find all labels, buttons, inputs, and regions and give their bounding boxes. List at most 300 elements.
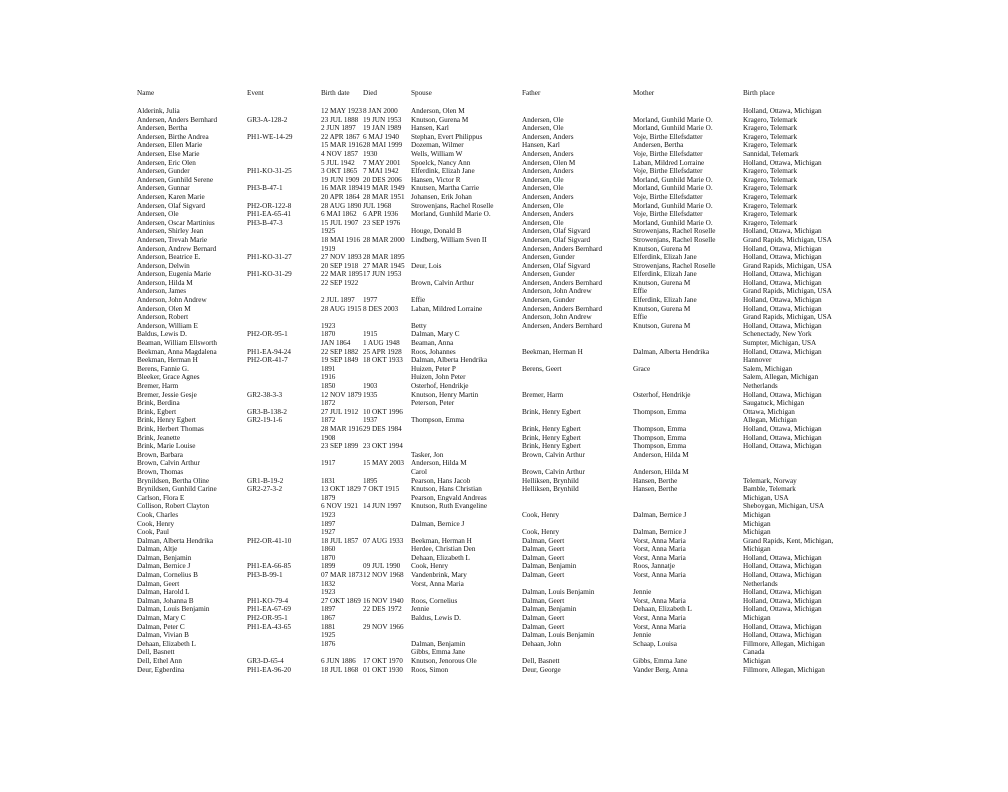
- cell-spouse: Betty: [411, 321, 427, 330]
- cell-died: 25 APR 1928: [363, 347, 402, 356]
- cell-died: 15 MAY 2003: [363, 459, 405, 468]
- cell-mother: Strowenjans, Rachel Roselle: [633, 227, 716, 236]
- cell-event: [247, 227, 321, 236]
- cell-spouse: Cook, Henry: [411, 562, 449, 571]
- table-row: [137, 219, 877, 228]
- cell-name: Brown, Barbara: [137, 450, 183, 459]
- cell-spouse: Wells, William W: [411, 149, 463, 158]
- table-row: [137, 614, 877, 623]
- column-header-event: Event: [247, 89, 264, 97]
- cell-died: [363, 279, 411, 288]
- cell-birth-place: Holland, Ottawa, Michigan: [743, 588, 822, 597]
- cell-name: Dalman, Cornelius B: [137, 571, 198, 580]
- table-row: [137, 623, 877, 632]
- cell-birth-place: Kragero, Telemark: [743, 184, 798, 193]
- cell-mother: Jennie: [633, 588, 652, 597]
- cell-name: Dalman, Harold L: [137, 588, 190, 597]
- cell-birth-place: Michigan, USA: [743, 493, 789, 502]
- cell-birth-place: Kragero, Telemark: [743, 201, 798, 210]
- cell-spouse: [411, 313, 522, 322]
- cell-event: [247, 520, 321, 529]
- cell-event: PH2-OR-95-1: [247, 330, 288, 339]
- cell-event: [247, 262, 321, 271]
- cell-event: PH1-EA-65-41: [247, 210, 291, 219]
- cell-birth-place: Holland, Ottawa, Michigan: [743, 296, 822, 305]
- cell-birth-place: Sheboygan, Michigan, USA: [743, 502, 825, 511]
- cell-event: PH1-KO-31-29: [247, 270, 292, 279]
- table-row: [137, 468, 877, 477]
- cell-father: Andersen, Ole: [522, 175, 564, 184]
- table-row: [137, 571, 877, 580]
- cell-spouse: [411, 528, 522, 537]
- cell-spouse: Knutson, Henry Martin: [411, 390, 479, 399]
- table-row: [137, 262, 877, 271]
- cell-event: [247, 545, 321, 554]
- cell-mother: Voje, Birthe Ellefsdatter: [633, 132, 703, 141]
- cell-name: Cook, Henry: [137, 519, 175, 528]
- table-row: [137, 631, 877, 640]
- cell-event: [247, 459, 321, 468]
- cell-mother: [633, 580, 743, 589]
- cell-spouse: [411, 253, 522, 262]
- table-row: [137, 348, 877, 357]
- cell-name: Brink, Berdina: [137, 399, 180, 408]
- cell-mother: Andersen, Bertha: [633, 141, 684, 150]
- cell-name: Dalman, Mary C: [137, 614, 186, 623]
- cell-died: [363, 468, 411, 477]
- cell-birth-place: Holland, Ottawa, Michigan: [743, 227, 822, 236]
- cell-mother: Gibbs, Emma Jane: [633, 657, 688, 665]
- cell-spouse: Dalman, Bernice J: [411, 519, 465, 528]
- cell-mother: [633, 356, 743, 365]
- cell-birth-place: Grand Rapids, Michigan, USA: [743, 235, 832, 244]
- cell-mother: [633, 107, 743, 116]
- cell-birth-place: Holland, Ottawa, Michigan: [743, 107, 822, 115]
- cell-spouse: Huizen, John Peter: [411, 373, 466, 382]
- cell-name: Berens, Fannie G.: [137, 364, 189, 373]
- cell-mother: [633, 459, 743, 468]
- cell-father: Andersen, Anders: [522, 192, 574, 201]
- cell-birth-place: [743, 459, 877, 468]
- cell-died: 1903: [363, 382, 378, 390]
- cell-died: [363, 631, 411, 640]
- cell-father: Dalman, Geert: [522, 596, 565, 605]
- cell-mother: Thompson, Emma: [633, 424, 687, 433]
- cell-birth-place: [743, 468, 877, 477]
- column-header-birth-place: Birth place: [743, 89, 775, 97]
- cell-mother: [633, 416, 743, 425]
- cell-spouse: [411, 442, 522, 451]
- cell-spouse: Jennie: [411, 605, 430, 614]
- cell-died: 07 AUG 1933: [363, 536, 404, 545]
- cell-father: Dalman, Benjamin: [522, 605, 577, 614]
- cell-event: [247, 640, 321, 649]
- cell-birth-date: 1870: [321, 330, 336, 339]
- cell-spouse: Pearson, Hans Jacob: [411, 476, 471, 485]
- cell-name: Anderson, Beatrice E.: [137, 253, 201, 262]
- cell-died: [363, 227, 411, 236]
- cell-birth-place: Michigan: [743, 614, 771, 623]
- cell-event: [247, 296, 321, 305]
- cell-mother: Hansen, Berthe: [633, 476, 678, 485]
- cell-spouse: Thompson, Emma: [411, 416, 465, 425]
- table-row: [137, 313, 877, 322]
- cell-mother: Hansen, Berthe: [633, 485, 678, 494]
- cell-birth-date: 18 MAI 1916: [321, 235, 361, 244]
- cell-spouse: Roos, Cornelius: [411, 596, 458, 605]
- cell-father: [522, 459, 633, 468]
- table-row: [137, 562, 877, 571]
- table-row: [137, 150, 877, 159]
- cell-spouse: Anderson, Olen M: [411, 107, 465, 115]
- cell-father: Dalman, Geert: [522, 553, 565, 562]
- table-row: [137, 399, 877, 408]
- cell-father: Andersen, Anders: [522, 210, 574, 219]
- cell-spouse: Herdee, Christian Den: [411, 545, 476, 554]
- cell-name: Anderson, Hilda M: [137, 278, 193, 287]
- cell-mother: Vorst, Anna Maria: [633, 596, 686, 605]
- cell-mother: Anderson, Hilda M: [633, 467, 689, 476]
- cell-father: Deur, George: [522, 665, 561, 674]
- table-row: [137, 167, 877, 176]
- cell-name: Andersen, Karen Marie: [137, 192, 205, 201]
- cell-event: GR1-B-19-2: [247, 476, 284, 485]
- table-row: [137, 124, 877, 133]
- cell-name: Anderson, Andrew Bernard: [137, 244, 217, 253]
- table-row: [137, 459, 877, 468]
- cell-mother: Strowenjans, Rachel Roselle: [633, 235, 716, 244]
- table-row: [137, 356, 877, 365]
- cell-birth-date: 1916: [321, 373, 336, 382]
- cell-name: Andersen, Bertha: [137, 124, 188, 133]
- cell-father: Andersen, Olaf Sigvard: [522, 227, 591, 236]
- cell-mother: Laban, Mildred Lorraine: [633, 158, 705, 167]
- cell-name: Brink, Jeanette: [137, 433, 181, 442]
- cell-birth-date: 22 APR 1867: [321, 132, 360, 141]
- cell-father: Brink, Henry Egbert: [522, 433, 581, 442]
- cell-event: GR3-A-128-2: [247, 115, 288, 124]
- cell-spouse: Roos, Johannes: [411, 347, 456, 356]
- cell-birth-place: Grand Rapids, Michigan, USA: [743, 261, 832, 270]
- cell-mother: Vander Berg, Anna: [633, 665, 688, 674]
- table-row: [137, 365, 877, 374]
- cell-mother: Osterhof, Hendrikje: [633, 390, 691, 399]
- table-row: [137, 107, 877, 116]
- cell-name: Bremer, Harm: [137, 382, 179, 390]
- cell-father: Hansen, Karl: [522, 141, 560, 150]
- cell-spouse: Carol: [411, 467, 427, 476]
- cell-mother: Knutson, Gurena M: [633, 244, 691, 253]
- cell-father: Andersen, Anders: [522, 167, 574, 176]
- column-header-died: Died: [363, 89, 377, 97]
- cell-spouse: [411, 588, 522, 597]
- genealogy-table: [137, 89, 877, 674]
- cell-birth-place: Kragero, Telemark: [743, 115, 798, 124]
- cell-birth-place: Kragero, Telemark: [743, 132, 798, 141]
- cell-event: [247, 150, 321, 159]
- cell-father: Andersen, Anders Bernhard: [522, 304, 603, 313]
- cell-birth-date: 1870: [321, 553, 336, 562]
- cell-mother: [633, 382, 743, 391]
- cell-name: Dalman, Johanna B: [137, 596, 194, 605]
- cell-event: [247, 124, 321, 133]
- table-row: [137, 330, 877, 339]
- cell-died: [363, 528, 411, 537]
- cell-mother: [633, 502, 743, 511]
- table-row: [137, 537, 877, 546]
- cell-birth-place: Holland, Ottawa, Michigan: [743, 278, 822, 287]
- cell-died: 19 JAN 1989: [363, 124, 402, 133]
- table-row: [137, 245, 877, 254]
- cell-birth-date: [321, 468, 363, 477]
- cell-spouse: Knutsen, Martha Carrie: [411, 184, 480, 193]
- cell-died: [363, 287, 411, 296]
- cell-died: 14 JUN 1997: [363, 502, 402, 511]
- cell-birth-place: Bamble, Telemark: [743, 485, 796, 494]
- cell-died: 17 OKT 1970: [363, 657, 403, 665]
- cell-died: 19 MAR 1949: [363, 184, 405, 193]
- cell-spouse: Gibbs, Emma Jane: [411, 648, 466, 657]
- cell-died: [363, 245, 411, 254]
- cell-birth-place: Kragero, Telemark: [743, 167, 798, 176]
- cell-father: [522, 502, 633, 511]
- table-row: [137, 434, 877, 443]
- cell-died: [363, 322, 411, 331]
- cell-spouse: Roos, Simon: [411, 665, 449, 674]
- cell-event: [247, 287, 321, 296]
- cell-died: [363, 313, 411, 322]
- cell-name: Collison, Robert Clayton: [137, 502, 210, 511]
- cell-birth-date: [321, 287, 363, 296]
- cell-spouse: Knutson, Gurena M: [411, 115, 469, 124]
- cell-spouse: Lindberg, William Sven II: [411, 235, 487, 244]
- cell-birth-date: 5 JUL 1942: [321, 158, 355, 167]
- cell-event: PH3-B-99-1: [247, 571, 283, 580]
- cell-birth-place: Holland, Ottawa, Michigan: [743, 442, 822, 451]
- cell-birth-date: 12 MAY 1923: [321, 107, 363, 115]
- cell-birth-place: Saugatuck, Michigan: [743, 399, 805, 408]
- cell-father: [522, 399, 633, 408]
- table-row: [137, 597, 877, 606]
- cell-died: 28 MAR 1895: [363, 253, 405, 262]
- cell-birth-date: 1891: [321, 364, 336, 373]
- cell-mother: Thompson, Emma: [633, 433, 687, 442]
- cell-mother: [633, 399, 743, 408]
- table-row: [137, 520, 877, 529]
- cell-event: PH1-EA-67-69: [247, 605, 291, 614]
- cell-died: 10 OKT 1996: [363, 407, 403, 416]
- cell-name: Andersen, Gunhild Serene: [137, 175, 214, 184]
- cell-birth-date: 16 MAR 1894: [321, 184, 363, 193]
- cell-name: Brink, Henry Egbert: [137, 416, 196, 425]
- cell-event: [247, 502, 321, 511]
- cell-father: [522, 382, 633, 391]
- cell-died: 27 MAR 1945: [363, 261, 405, 270]
- cell-birth-date: 1860: [321, 545, 336, 554]
- cell-died: 1930: [363, 149, 378, 158]
- cell-mother: Jennie: [633, 631, 652, 640]
- cell-died: 1 AUG 1948: [363, 339, 400, 348]
- cell-birth-place: Hannover: [743, 356, 772, 365]
- cell-birth-place: Holland, Ottawa, Michigan: [743, 553, 822, 562]
- cell-birth-place: Telemark, Norway: [743, 476, 797, 485]
- cell-birth-date: 1923: [321, 510, 336, 519]
- table-row: [137, 373, 877, 382]
- cell-birth-place: Holland, Ottawa, Michigan: [743, 596, 822, 605]
- cell-spouse: Elferdink, Elizah Jane: [411, 167, 475, 176]
- cell-father: Andersen, Ole: [522, 115, 564, 124]
- cell-mother: Elferdink, Elizah Jane: [633, 296, 697, 305]
- cell-name: Cook, Charles: [137, 510, 179, 519]
- cell-birth-date: 4 NOV 1857: [321, 149, 359, 158]
- table-row: [137, 640, 877, 649]
- cell-name: Brynildsen, Gunhild Carine: [137, 485, 217, 494]
- cell-mother: Knutson, Gurena M: [633, 278, 691, 287]
- table-row: [137, 391, 877, 400]
- table-row: [137, 305, 877, 314]
- cell-mother: [633, 520, 743, 529]
- cell-died: 29 DES 1984: [363, 424, 402, 433]
- cell-birth-date: 27 OKT 1869: [321, 596, 361, 605]
- cell-birth-place: Netherlands: [743, 579, 778, 588]
- table-row: [137, 451, 877, 460]
- cell-father: Dalman, Geert: [522, 536, 565, 545]
- cell-event: PH3-B-47-3: [247, 218, 283, 227]
- cell-birth-place: Kragero, Telemark: [743, 192, 798, 201]
- cell-father: Dalman, Louis Benjamin: [522, 631, 595, 640]
- table-row: [137, 502, 877, 511]
- cell-event: PH1-EA-43-65: [247, 622, 291, 631]
- cell-birth-place: Holland, Ottawa, Michigan: [743, 622, 822, 631]
- cell-spouse: Pearson, Engvald Andreas: [411, 493, 487, 502]
- cell-died: 18 OKT 1933: [363, 356, 403, 365]
- cell-birth-date: 1897: [321, 605, 336, 614]
- cell-spouse: Spoelck, Nancy Ann: [411, 158, 471, 167]
- table-row: [137, 253, 877, 262]
- cell-spouse: Vandenbrink, Mary: [411, 571, 467, 580]
- cell-event: GR2-27-3-2: [247, 485, 283, 494]
- cell-died: [363, 434, 411, 443]
- cell-died: 28 MAI 1999: [363, 141, 403, 150]
- cell-spouse: [411, 631, 522, 640]
- cell-name: Dalman, Alberta Hendrika: [137, 536, 214, 545]
- cell-spouse: [411, 434, 522, 443]
- cell-father: Cook, Henry: [522, 510, 560, 519]
- cell-died: 7 OKT 1915: [363, 485, 400, 494]
- cell-birth-place: Holland, Ottawa, Michigan: [743, 424, 822, 433]
- cell-spouse: Dalman, Alberta Hendrika: [411, 356, 488, 365]
- cell-birth-place: Canada: [743, 648, 765, 657]
- cell-birth-place: Holland, Ottawa, Michigan: [743, 304, 822, 313]
- cell-mother: [633, 339, 743, 348]
- cell-mother: Vorst, Anna Maria: [633, 571, 686, 580]
- table-row: [137, 296, 877, 305]
- cell-name: Bremer, Jessie Gesje: [137, 390, 197, 399]
- cell-died: 1895: [363, 476, 378, 485]
- cell-mother: Effie: [633, 313, 648, 322]
- cell-event: [247, 528, 321, 537]
- cell-mother: Schaap, Louisa: [633, 639, 677, 648]
- cell-died: 1915: [363, 330, 378, 339]
- cell-father: Andersen, Gunder: [522, 296, 575, 305]
- cell-father: Brink, Henry Egbert: [522, 407, 581, 416]
- cell-mother: Grace: [633, 364, 651, 373]
- cell-birth-place: Holland, Ottawa, Michigan: [743, 347, 822, 356]
- cell-birth-place: Fillmore, Allegan, Michigan: [743, 665, 825, 674]
- cell-birth-place: Holland, Ottawa, Michigan: [743, 605, 822, 614]
- cell-spouse: Hansen, Victor R: [411, 175, 461, 184]
- cell-died: 12 NOV 1968: [363, 571, 404, 580]
- cell-birth-date: 1879: [321, 493, 336, 502]
- cell-event: [247, 176, 321, 185]
- table-row: [137, 133, 877, 142]
- cell-name: Andersen, Olaf Sigvard: [137, 201, 206, 210]
- cell-birth-place: Michigan: [743, 528, 771, 537]
- cell-birth-date: 22 SEP 1882: [321, 347, 359, 356]
- cell-birth-place: Ottawa, Michigan: [743, 407, 795, 416]
- cell-name: Andersen, Birthe Andrea: [137, 132, 209, 141]
- table-row: [137, 648, 877, 657]
- cell-died: 23 SEP 1976: [363, 218, 401, 227]
- cell-spouse: Anderson, Hilda M: [411, 459, 467, 468]
- cell-name: Anderson, Delwin: [137, 261, 190, 270]
- cell-event: PH1-WE-14-29: [247, 132, 293, 141]
- table-row: [137, 494, 877, 503]
- cell-mother: Voje, Birthe Ellefsdatter: [633, 192, 703, 201]
- cell-died: 29 NOV 1966: [363, 622, 404, 631]
- cell-father: Brink, Henry Egbert: [522, 424, 581, 433]
- cell-name: Dalman, Geert: [137, 579, 180, 588]
- cell-birth-date: 1850: [321, 382, 336, 390]
- cell-father: Bremer, Harm: [522, 390, 564, 399]
- cell-mother: [633, 330, 743, 339]
- cell-father: Anderson, John Andrew: [522, 313, 592, 322]
- cell-name: Beekman, Anna Magdalena: [137, 347, 217, 356]
- cell-mother: Strowenjans, Rachel Roselle: [633, 261, 716, 270]
- cell-mother: Vorst, Anna Maria: [633, 536, 686, 545]
- cell-birth-place: Kragero, Telemark: [743, 210, 798, 219]
- cell-spouse: [411, 408, 522, 417]
- cell-spouse: Dozeman, Wilmer: [411, 141, 464, 150]
- cell-birth-place: Grand Rapids, Kent, Michigan,: [743, 536, 834, 545]
- cell-event: [247, 339, 321, 348]
- cell-spouse: Stephan, Evert Philippus: [411, 132, 483, 141]
- cell-died: 8 DES 2003: [363, 304, 399, 313]
- cell-birth-date: 19 JUN 1909: [321, 175, 360, 184]
- cell-event: [247, 442, 321, 451]
- cell-birth-date: 1876: [321, 639, 336, 648]
- cell-father: Andersen, Anders Bernhard: [522, 244, 603, 253]
- cell-father: Dell, Basnett: [522, 657, 560, 665]
- table-row: [137, 202, 877, 211]
- cell-died: 01 OKT 1930: [363, 665, 403, 674]
- cell-died: [363, 365, 411, 374]
- cell-name: Dalman, Peter C: [137, 622, 185, 631]
- cell-birth-place: Salem, Allegan, Michigan: [743, 373, 819, 382]
- cell-event: PH2-OR-41-7: [247, 356, 288, 365]
- cell-spouse: Dalman, Benjamin: [411, 639, 466, 648]
- cell-event: GR2-19-1-6: [247, 416, 283, 425]
- cell-father: [522, 339, 633, 348]
- cell-name: Andersen, Eric Olen: [137, 158, 196, 167]
- cell-name: Beaman, William Ellsworth: [137, 339, 218, 348]
- table-row: [137, 287, 877, 296]
- cell-died: 09 JUL 1990: [363, 562, 401, 571]
- cell-name: Anderson, Robert: [137, 313, 189, 322]
- cell-died: [363, 494, 411, 503]
- cell-father: Andersen, Olaf Sigvard: [522, 235, 591, 244]
- cell-spouse: Huizen, Peter P: [411, 364, 456, 373]
